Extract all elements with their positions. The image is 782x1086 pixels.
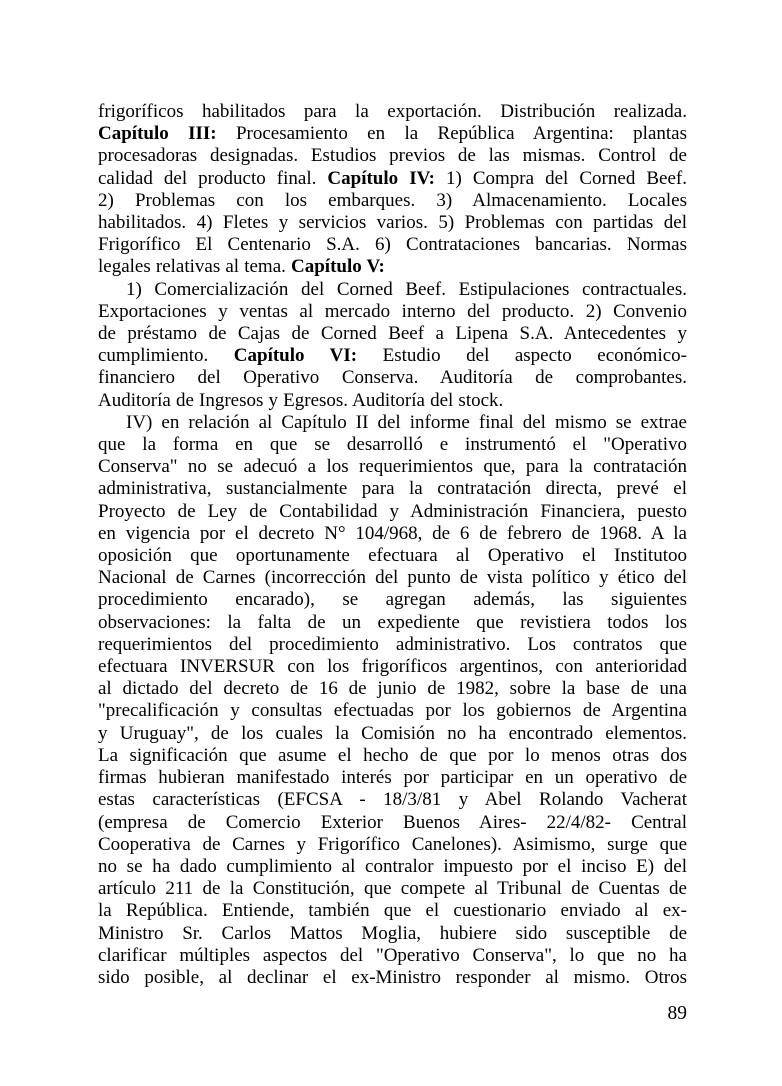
text-line (98, 700, 687, 722)
text-segment: IV) en relación al Capítulo II del informe final del mismo se extrae (126, 411, 687, 433)
chapter-heading-label: Capítulo III: (98, 123, 217, 145)
text-line (98, 589, 687, 611)
text-line (98, 367, 687, 389)
text-line (98, 812, 687, 834)
text-line (98, 168, 687, 190)
text-line (98, 212, 687, 234)
text-segment: Exportaciones y ventas al mercado interno del producto. 2) Convenio (98, 300, 687, 322)
text-segment: procedimiento encarado), se agregan además, las siguientes (98, 589, 687, 611)
text-line (98, 301, 687, 323)
text-line (98, 789, 687, 811)
text-line (98, 501, 687, 523)
text-line (98, 767, 687, 789)
text-line (98, 523, 687, 545)
text-line (98, 101, 687, 123)
text-segment: procesadoras designadas. Estudios previos de las mismas. Control de (98, 145, 687, 167)
text-line (98, 145, 687, 167)
text-segment: que la forma en que se desarrolló e instrumentó el "Operativo (98, 434, 687, 456)
text-segment: la República. Entiende, también que el cuestionario enviado al ex- (98, 900, 687, 922)
text-segment: Ministro Sr. Carlos Mattos Moglia, hubiere sido susceptible de (98, 922, 687, 944)
text-segment: firmas hubieran manifestado interés por participar en un operativo de (98, 767, 687, 789)
text-line (98, 412, 687, 434)
text-segment: y Uruguay", de los cuales la Comisión no ha encontrado elementos. (98, 722, 687, 744)
text-segment: La significación que asume el hecho de que por lo menos otras dos (98, 744, 687, 766)
text-line (98, 967, 687, 989)
text-segment: clarificar múltiples aspectos del "Operativo Conserva", lo que no ha (98, 944, 687, 966)
text-line (98, 323, 687, 345)
text-line (98, 834, 687, 856)
text-segment: Estudio del aspecto económico- (357, 345, 687, 367)
page-text-block (98, 101, 687, 989)
text-line (98, 567, 687, 589)
chapter-heading-label: Capítulo VI: (233, 345, 358, 367)
text-segment: "precalificación y consultas efectuadas por los gobiernos de Argentina (98, 700, 687, 722)
text-line (98, 545, 687, 567)
text-line (98, 745, 687, 767)
text-line (98, 878, 687, 900)
text-segment: oposición que oportunamente efectuara al Operativo el Institutoo (98, 545, 687, 567)
text-segment: Procesamiento en la República Argentina: plantas (216, 123, 687, 145)
text-segment: financiero del Operativo Conserva. Auditoría de comprobantes. (98, 367, 687, 389)
text-line (98, 723, 687, 745)
text-line (98, 612, 687, 634)
text-line (98, 900, 687, 922)
text-segment: Conserva" no se adecuó a los requerimientos que, para la contratación (98, 456, 687, 478)
text-line (98, 190, 687, 212)
text-line (98, 345, 687, 367)
text-segment: 1) Compra del Corned Beef. (434, 167, 687, 189)
text-line (98, 456, 687, 478)
text-segment: observaciones: la falta de un expediente que revistiera todos los (98, 611, 687, 633)
text-line (98, 856, 687, 878)
text-segment: en vigencia por el decreto N° 104/968, de 6 de febrero de 1968. A la (98, 522, 687, 544)
text-segment: Auditoría de Ingresos y Egresos. Auditoría del stock. (98, 389, 504, 411)
text-line (98, 634, 687, 656)
text-segment: Proyecto de Ley de Contabilidad y Administración Financiera, puesto (98, 500, 687, 522)
text-segment: sido posible, al declinar el ex-Ministro responder al mismo. Otros (98, 966, 687, 988)
text-segment: legales relativas al tema. (98, 256, 292, 278)
page-number: 89 (667, 1003, 687, 1024)
text-segment: cumplimiento. (98, 345, 234, 367)
text-line (98, 256, 687, 278)
text-line (98, 390, 687, 412)
text-segment: Nacional de Carnes (incorrección del punto de vista político y ético del (98, 567, 687, 589)
text-segment: 1) Comercialización del Corned Beef. Estipulaciones contractuales. (126, 278, 687, 300)
text-line (98, 279, 687, 301)
text-line (98, 234, 687, 256)
text-segment: calidad del producto final. (98, 167, 328, 189)
text-segment: administrativa, sustancialmente para la contratación directa, prevé el (98, 478, 687, 500)
text-line (98, 923, 687, 945)
text-segment: Cooperativa de Carnes y Frigorífico Canelones). Asimismo, surge que (98, 833, 687, 855)
text-segment: estas características (EFCSA - 18/3/81 y Abel Rolando Vacherat (98, 789, 687, 811)
text-line (98, 123, 687, 145)
text-segment: efectuara INVERSUR con los frigoríficos argentinos, con anterioridad (98, 656, 687, 678)
text-segment: 2) Problemas con los embarques. 3) Almacenamiento. Locales (98, 189, 687, 211)
chapter-heading-label: Capítulo IV: (327, 167, 435, 189)
text-segment: Frigorífico El Centenario S.A. 6) Contrataciones bancarias. Normas (98, 234, 687, 256)
text-segment: habilitados. 4) Fletes y servicios varios. 5) Problemas con partidas del (98, 212, 687, 234)
text-segment: de préstamo de Cajas de Corned Beef a Lipena S.A. Antecedentes y (98, 323, 687, 345)
text-line (98, 945, 687, 967)
text-line (98, 678, 687, 700)
text-line (98, 434, 687, 456)
text-line (98, 478, 687, 500)
text-segment: al dictado del decreto de 16 de junio de 1982, sobre la base de una (98, 678, 687, 700)
text-segment: artículo 211 de la Constitución, que compete al Tribunal de Cuentas de (98, 878, 687, 900)
text-segment: no se ha dado cumplimiento al contralor impuesto por el inciso E) del (98, 855, 687, 877)
text-segment: frigoríficos habilitados para la exportación. Distribución realizada. (98, 101, 687, 122)
text-segment: requerimientos del procedimiento administrativo. Los contratos que (98, 633, 687, 655)
text-segment: (empresa de Comercio Exterior Buenos Aires- 22/4/82- Central (98, 811, 687, 833)
chapter-heading-label: Capítulo V: (291, 256, 385, 278)
text-line (98, 656, 687, 678)
